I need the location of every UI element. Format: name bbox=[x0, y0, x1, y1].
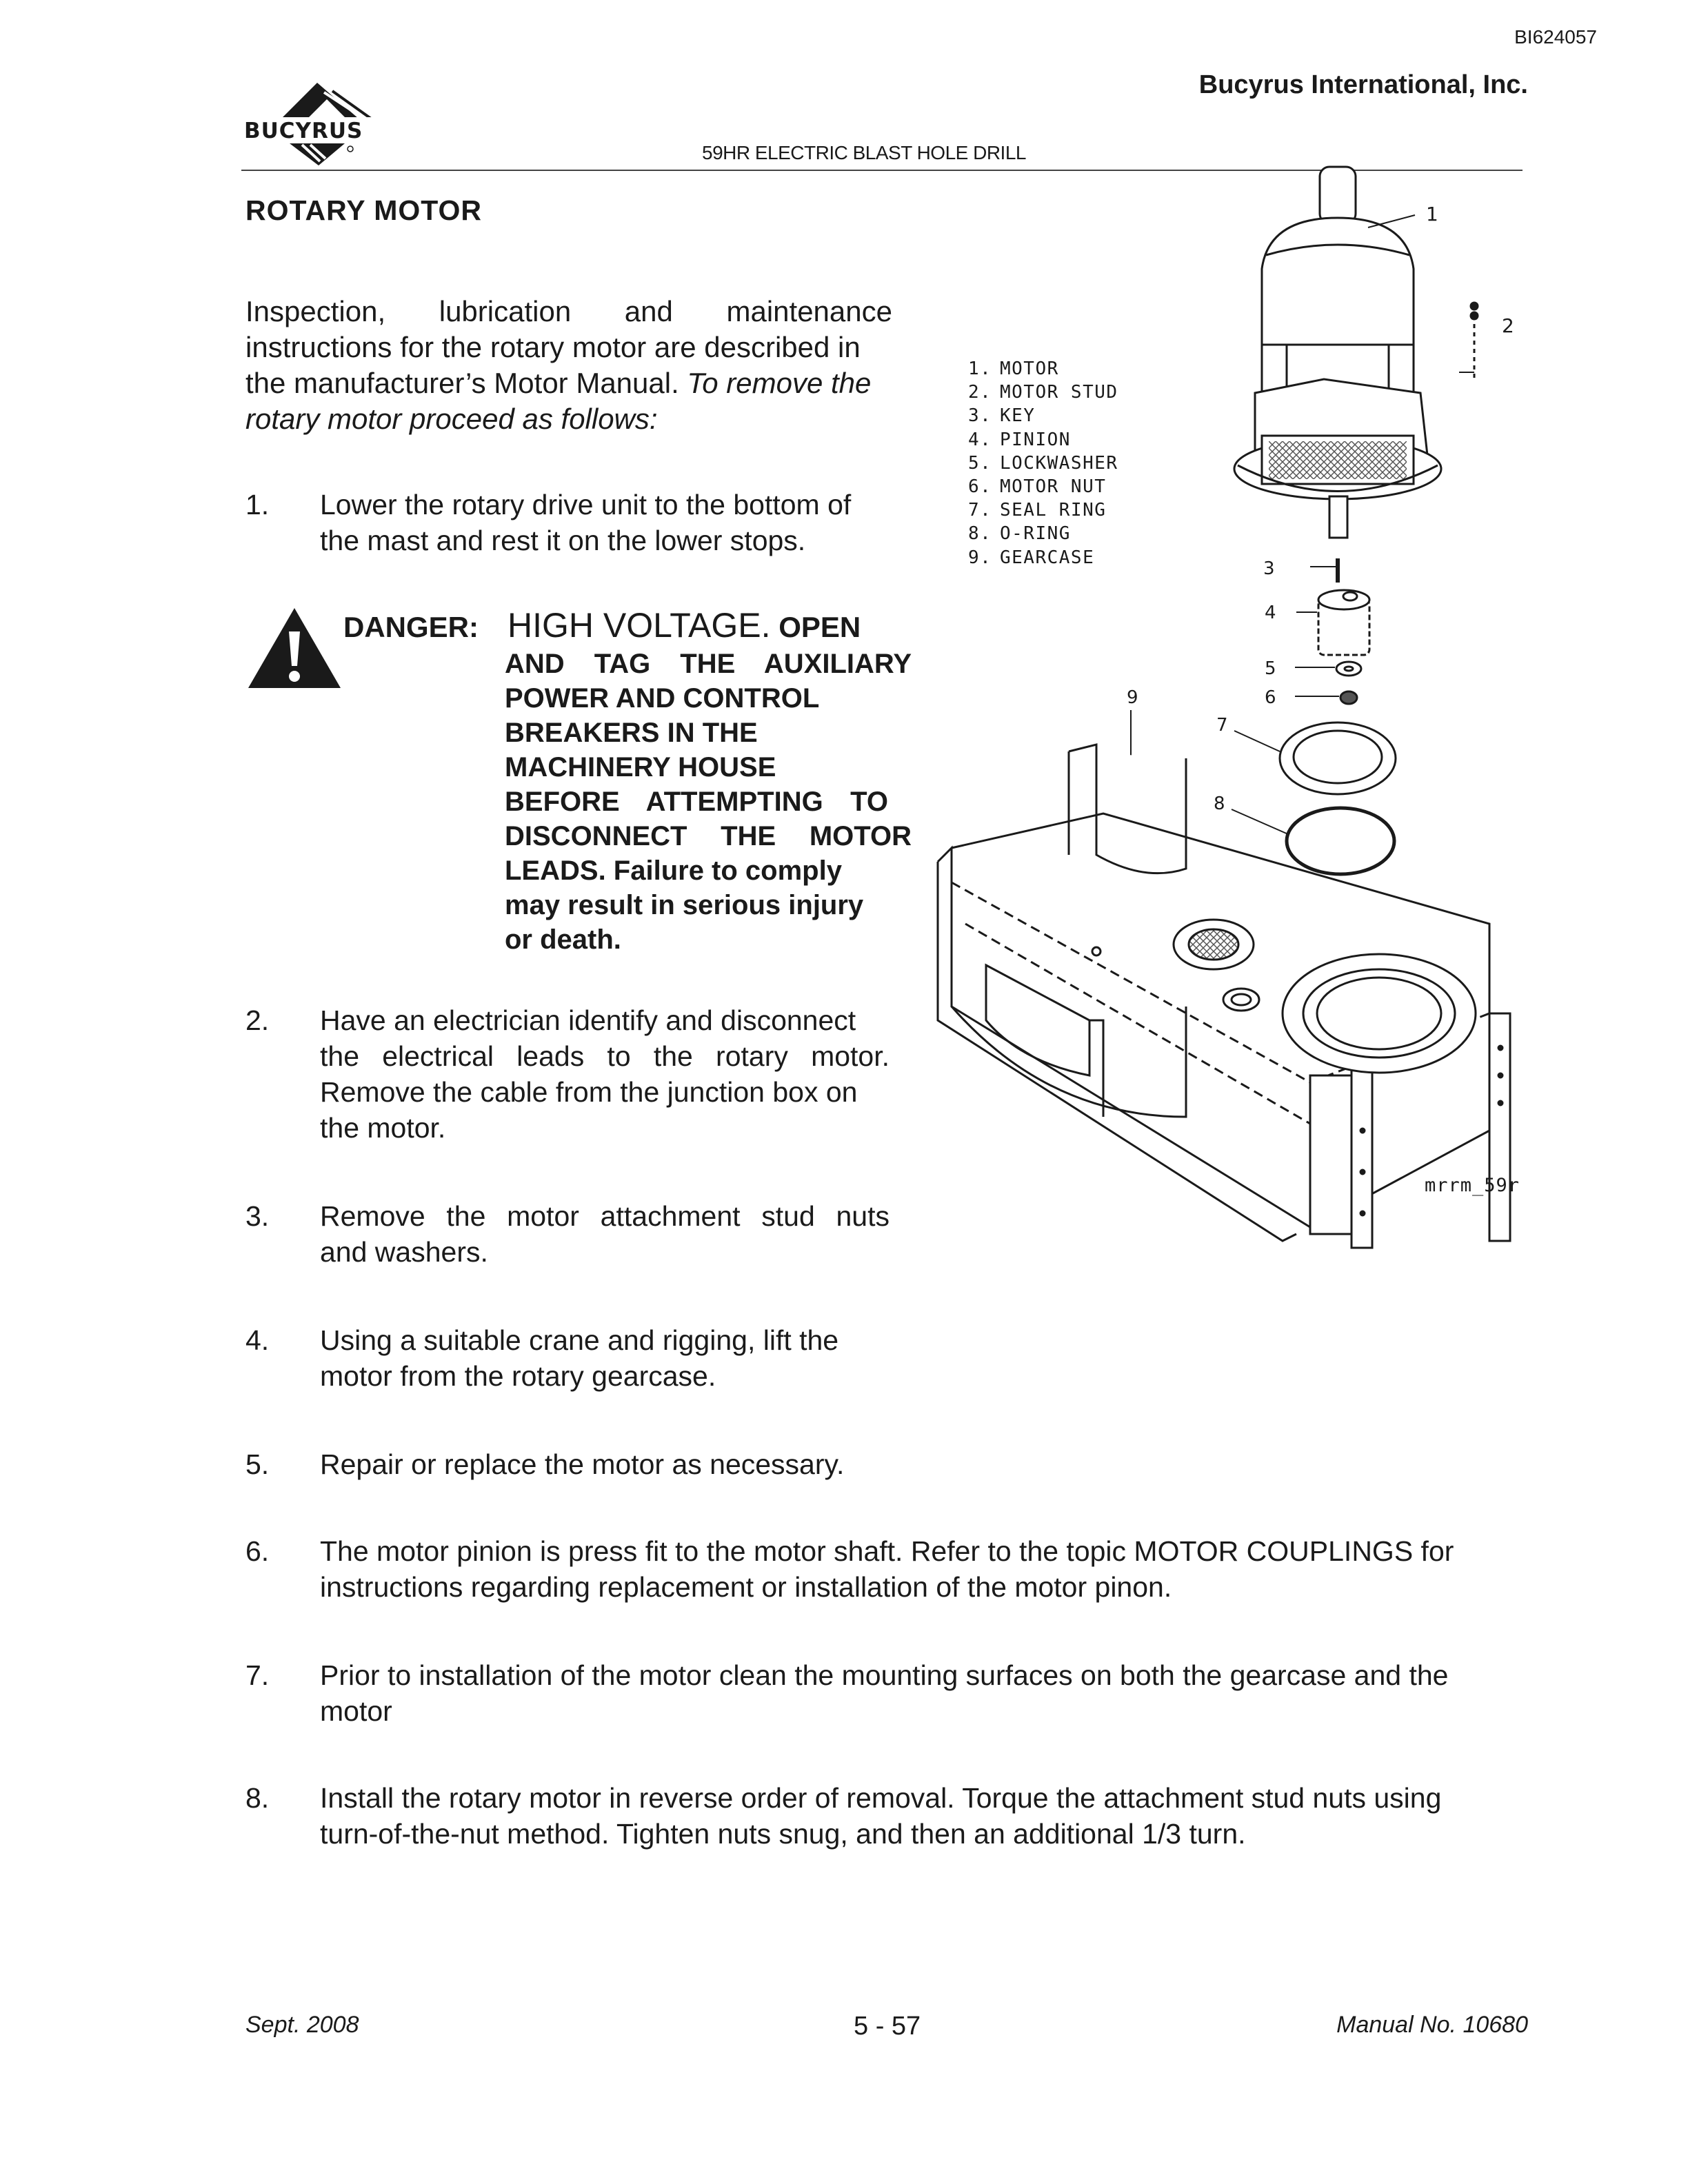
intro-line: the manufacturer’s Motor Manual. bbox=[245, 367, 687, 399]
part-number: 6. bbox=[968, 476, 992, 498]
rotary-motor-exploded-drawing bbox=[896, 152, 1531, 1255]
warning-triangle-icon bbox=[245, 605, 343, 691]
intro-paragraph bbox=[245, 294, 892, 437]
callout-label: 3 bbox=[1263, 558, 1275, 579]
step-line: Remove the cable from the junction box on bbox=[320, 1076, 858, 1108]
part-name: KEY bbox=[1000, 405, 1036, 427]
part-number: 5. bbox=[968, 452, 992, 474]
page-number: 5 - 57 bbox=[854, 2012, 921, 2041]
step-line: turn-of-the-nut method. Tighten nuts snug, and then an additional 1/3 turn. bbox=[320, 1818, 1246, 1850]
step-line: the motor. bbox=[320, 1112, 446, 1144]
callout-label: 9 bbox=[1127, 687, 1138, 708]
step-number: 4. bbox=[245, 1324, 270, 1356]
danger-line: LEADS. Failure to comply bbox=[505, 856, 842, 886]
danger-line: BEFORE ATTEMPTING TO bbox=[505, 787, 888, 817]
step-line: Using a suitable crane and rigging, lift the bbox=[320, 1324, 839, 1356]
motor-drawing bbox=[1234, 167, 1441, 538]
step-line: Have an electrician identify and disconnect bbox=[320, 1004, 856, 1036]
part-name: LOCKWASHER bbox=[1000, 452, 1118, 474]
step-line: Install the rotary motor in reverse order of removal. Torque the attachment stud nuts using bbox=[320, 1782, 1442, 1814]
step-line: instructions regarding replacement or installation of the motor pinon. bbox=[320, 1571, 1172, 1603]
step-line: the electrical leads to the rotary motor. bbox=[320, 1040, 890, 1072]
danger-body bbox=[505, 647, 912, 957]
part-name: MOTOR NUT bbox=[1000, 476, 1107, 498]
part-number: 7. bbox=[968, 500, 992, 521]
part-number: 9. bbox=[968, 547, 992, 568]
danger-line: or death. bbox=[505, 924, 621, 955]
step-number: 2. bbox=[245, 1004, 270, 1036]
part-name: MOTOR STUD bbox=[1000, 382, 1118, 403]
part-number: 2. bbox=[968, 382, 992, 403]
danger-line: BREAKERS IN THE bbox=[505, 718, 758, 748]
step-line: Prior to installation of the motor clean the mounting surfaces on both the gearcase and the bbox=[320, 1659, 1449, 1691]
step-line: motor from the rotary gearcase. bbox=[320, 1360, 716, 1392]
danger-line: DISCONNECT THE MOTOR bbox=[505, 821, 912, 851]
intro-line: Inspection, lubrication and maintenance bbox=[245, 295, 892, 327]
bucyrus-logo bbox=[241, 77, 393, 167]
pinion-drawing bbox=[1265, 590, 1369, 655]
step-line: Remove the motor attachment stud nuts bbox=[320, 1200, 890, 1232]
step-number: 7. bbox=[245, 1659, 270, 1691]
step-line: and washers. bbox=[320, 1236, 488, 1268]
motor-stud-drawing bbox=[1459, 303, 1514, 379]
part-number: 1. bbox=[968, 358, 992, 379]
o-ring-drawing bbox=[1214, 793, 1394, 874]
danger-line: may result in serious injury bbox=[505, 890, 864, 920]
part-name: MOTOR bbox=[1000, 358, 1059, 379]
callout-label: 8 bbox=[1214, 793, 1225, 814]
step-line: motor bbox=[320, 1695, 392, 1727]
step-number: 8. bbox=[245, 1782, 270, 1814]
part-number: 3. bbox=[968, 405, 992, 427]
svg-text:BUCYRUS: BUCYRUS bbox=[244, 119, 363, 143]
callout-label: 6 bbox=[1265, 687, 1276, 708]
danger-headline-big: HIGH VOLTAGE. bbox=[508, 606, 771, 645]
step-number: 5. bbox=[245, 1448, 270, 1480]
step-line: Lower the rotary drive unit to the bottom of bbox=[320, 489, 852, 520]
step-number: 3. bbox=[245, 1200, 270, 1232]
document-subtitle: 59HR ELECTRIC BLAST HOLE DRILL bbox=[702, 142, 1026, 163]
section-title: ROTARY MOTOR bbox=[245, 194, 483, 226]
danger-label: DANGER: bbox=[343, 611, 479, 643]
figure-id: mrrm_59r bbox=[1425, 1175, 1520, 1196]
step-line: Repair or replace the motor as necessary. bbox=[320, 1448, 845, 1480]
footer-date: Sept. 2008 bbox=[245, 2012, 359, 2038]
part-name: GEARCASE bbox=[1000, 547, 1095, 568]
key-drawing bbox=[1263, 558, 1338, 583]
part-name: PINION bbox=[1000, 429, 1071, 450]
step-number: 6. bbox=[245, 1535, 270, 1567]
manual-number: Manual No. 10680 bbox=[1336, 2012, 1528, 2038]
part-number: 8. bbox=[968, 523, 992, 545]
danger-line: POWER AND CONTROL bbox=[505, 683, 820, 714]
danger-line: MACHINERY HOUSE bbox=[505, 752, 776, 782]
company-name: Bucyrus International, Inc. bbox=[1198, 70, 1528, 99]
danger-headline-rest: OPEN bbox=[770, 611, 861, 643]
danger-headline bbox=[508, 605, 861, 645]
danger-line: AND TAG THE AUXILIARY bbox=[505, 649, 912, 679]
gearcase-drawing bbox=[938, 687, 1510, 1248]
document-id: BI624057 bbox=[1514, 26, 1597, 48]
callout-label: 4 bbox=[1265, 603, 1276, 623]
step-number: 1. bbox=[245, 489, 270, 520]
callout-label: 5 bbox=[1265, 658, 1276, 679]
motor-nut-drawing bbox=[1265, 687, 1357, 708]
step-line: The motor pinion is press fit to the motor shaft. Refer to the topic MOTOR COUPLINGS for bbox=[320, 1535, 1454, 1567]
intro-italic: rotary motor proceed as follows: bbox=[245, 403, 658, 435]
part-number: 4. bbox=[968, 429, 992, 450]
intro-italic: To remove the bbox=[687, 367, 872, 399]
callout-label: 2 bbox=[1502, 314, 1514, 337]
lockwasher-drawing bbox=[1265, 658, 1361, 679]
part-name: O-RING bbox=[1000, 523, 1071, 545]
part-name: SEAL RING bbox=[1000, 500, 1107, 521]
intro-line: instructions for the rotary motor are described in bbox=[245, 331, 861, 363]
callout-label: 1 bbox=[1426, 203, 1438, 225]
step-line: the mast and rest it on the lower stops. bbox=[320, 525, 806, 556]
seal-ring-drawing bbox=[1216, 715, 1396, 794]
callout-label: 7 bbox=[1216, 715, 1228, 736]
